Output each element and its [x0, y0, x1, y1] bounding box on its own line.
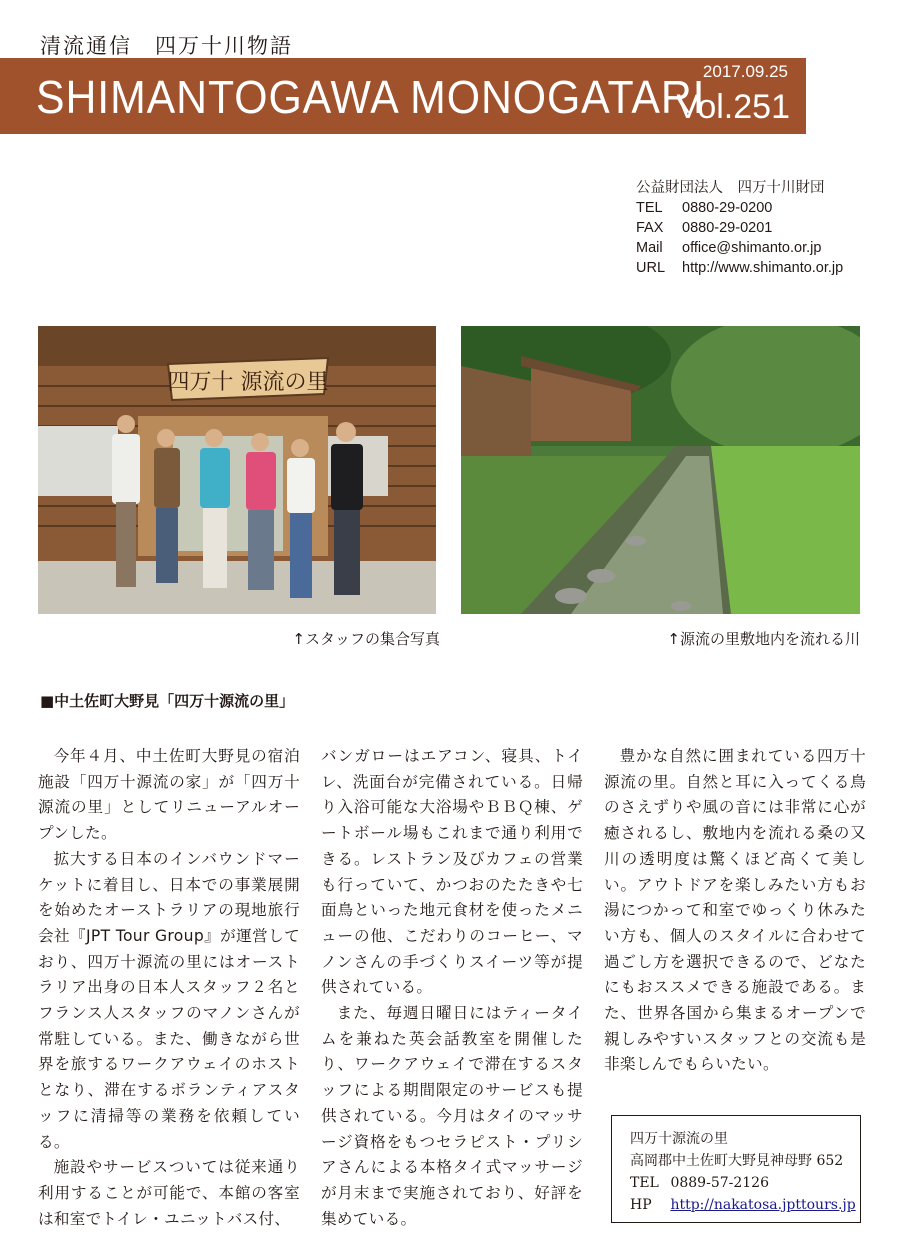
tel-label: TEL: [636, 200, 663, 216]
newsletter-subtitle: 清流通信 四万十川物語: [40, 34, 293, 58]
contact-org: 公益財団法人 四万十川財団: [636, 180, 825, 196]
river-photo: [461, 326, 860, 614]
fax-label: FAX: [636, 220, 664, 236]
facility-tel-value: 0889-57-2126: [670, 1175, 769, 1191]
facility-name: 四万十源流の里: [630, 1131, 728, 1147]
mail-value[interactable]: office@shimanto.or.jp: [682, 240, 822, 256]
contact-url: [636, 258, 843, 278]
url-value[interactable]: http://www.shimanto.or.jp: [682, 260, 844, 276]
sign-text: 四万十 源流の里: [167, 370, 329, 395]
masthead-banner: [0, 58, 806, 134]
contact-mail: [636, 238, 843, 258]
paragraph: 今年４月、中土佐町大野見の宿泊施設「四万十源流の家」が「四万十源流の里」としてリニューアルオープンした。: [38, 747, 300, 843]
facility-hp-link[interactable]: http://nakatosa.jpttours.jp: [670, 1197, 856, 1213]
issue-date: 2017.09.25: [702, 62, 788, 81]
paragraph: バンガローはエアコン、寝具、トイレ、洗面台が完備されている。日帰り入浴可能な大浴場やＢＢＱ棟、ゲートボール場もこれまで通り利用できる。レストラン及びカフェの営業も行っていて、かつおのたたきや七面鳥といった地元食材を使ったメニューの他、こだわりのコーヒー、マノンさんの手づくりスイーツ等が提供されている。: [321, 747, 583, 997]
staff-photo-caption: ↑スタッフの集合写真: [292, 630, 440, 648]
paragraph: 施設やサービスついては従来通り利用することが可能で、本館の客室は和室でトイレ・ユニットバス付、: [38, 1158, 300, 1228]
facility-hp-label: HP: [630, 1197, 652, 1213]
river-photo-caption: ↑源流の里敷地内を流れる川: [667, 630, 860, 648]
facility-address: 高岡郡中土佐町大野見神母野 652: [630, 1153, 844, 1169]
contact-tel: [636, 198, 843, 218]
article-column-1: [38, 744, 300, 1232]
facility-hp: [630, 1194, 860, 1216]
facility-info-box: [611, 1115, 861, 1223]
staff-group-photo: [38, 326, 436, 614]
masthead-title: SHIMANTOGAWA MONOGATARI: [36, 71, 706, 123]
article-column-3: [604, 744, 866, 1078]
tel-value: 0880-29-0200: [682, 200, 773, 216]
facility-tel: [630, 1172, 860, 1194]
article-column-2: [321, 744, 583, 1232]
contact-block: [636, 178, 843, 278]
url-label: URL: [636, 260, 666, 276]
article-heading: ■中土佐町大野見「四万十源流の里」: [40, 692, 295, 710]
contact-fax: [636, 218, 843, 238]
fax-value: 0880-29-0201: [682, 220, 773, 236]
facility-tel-label: TEL: [630, 1175, 659, 1191]
paragraph: また、毎週日曜日にはティータイムを兼ねた英会話教室を開催したり、ワークアウェイで滞在するスタッフによる期間限定のサービスも提供されている。今月はタイのマッサージ資格をもつセラピスト・プリシアさんによる本格タイ式マッサージが月末まで実施されており、好評を集めている。: [321, 1004, 583, 1228]
issue-volume: Vol.251: [676, 88, 790, 126]
paragraph: 拡大する日本のインバウンドマーケットに着目し、日本での事業展開を始めたオーストラリアの現地旅行会社『JPT Tour Group』が運営しており、四万十源流の里にはオーストラリア出身の日本人スタッフ２名とフランス人スタッフのマノンさんが常駐している。また、働きながら世界を旅するワークアウェイのホストとなり、滞在するボランティアスタッフに清掃等の業務を依頼している。: [38, 849, 300, 1151]
paragraph: 豊かな自然に囲まれている四万十源流の里。自然と耳に入ってくる鳥のさえずりや風の音には非常に心が癒されるし、敷地内を流れる桑の又川の透明度は驚くほど高くて美しい。アウトドアを楽しみたい方もお湯につかって和室でゆっくり休みたい方も、個人のスタイルに合わせて過ごし方を選択できるので、どなたにもおススメできる施設である。また、世界各国から集まるオープンで親しみやすいスタッフとの交流も是非楽しんでもらいたい。: [604, 747, 866, 1074]
mail-label: Mail: [636, 240, 663, 256]
